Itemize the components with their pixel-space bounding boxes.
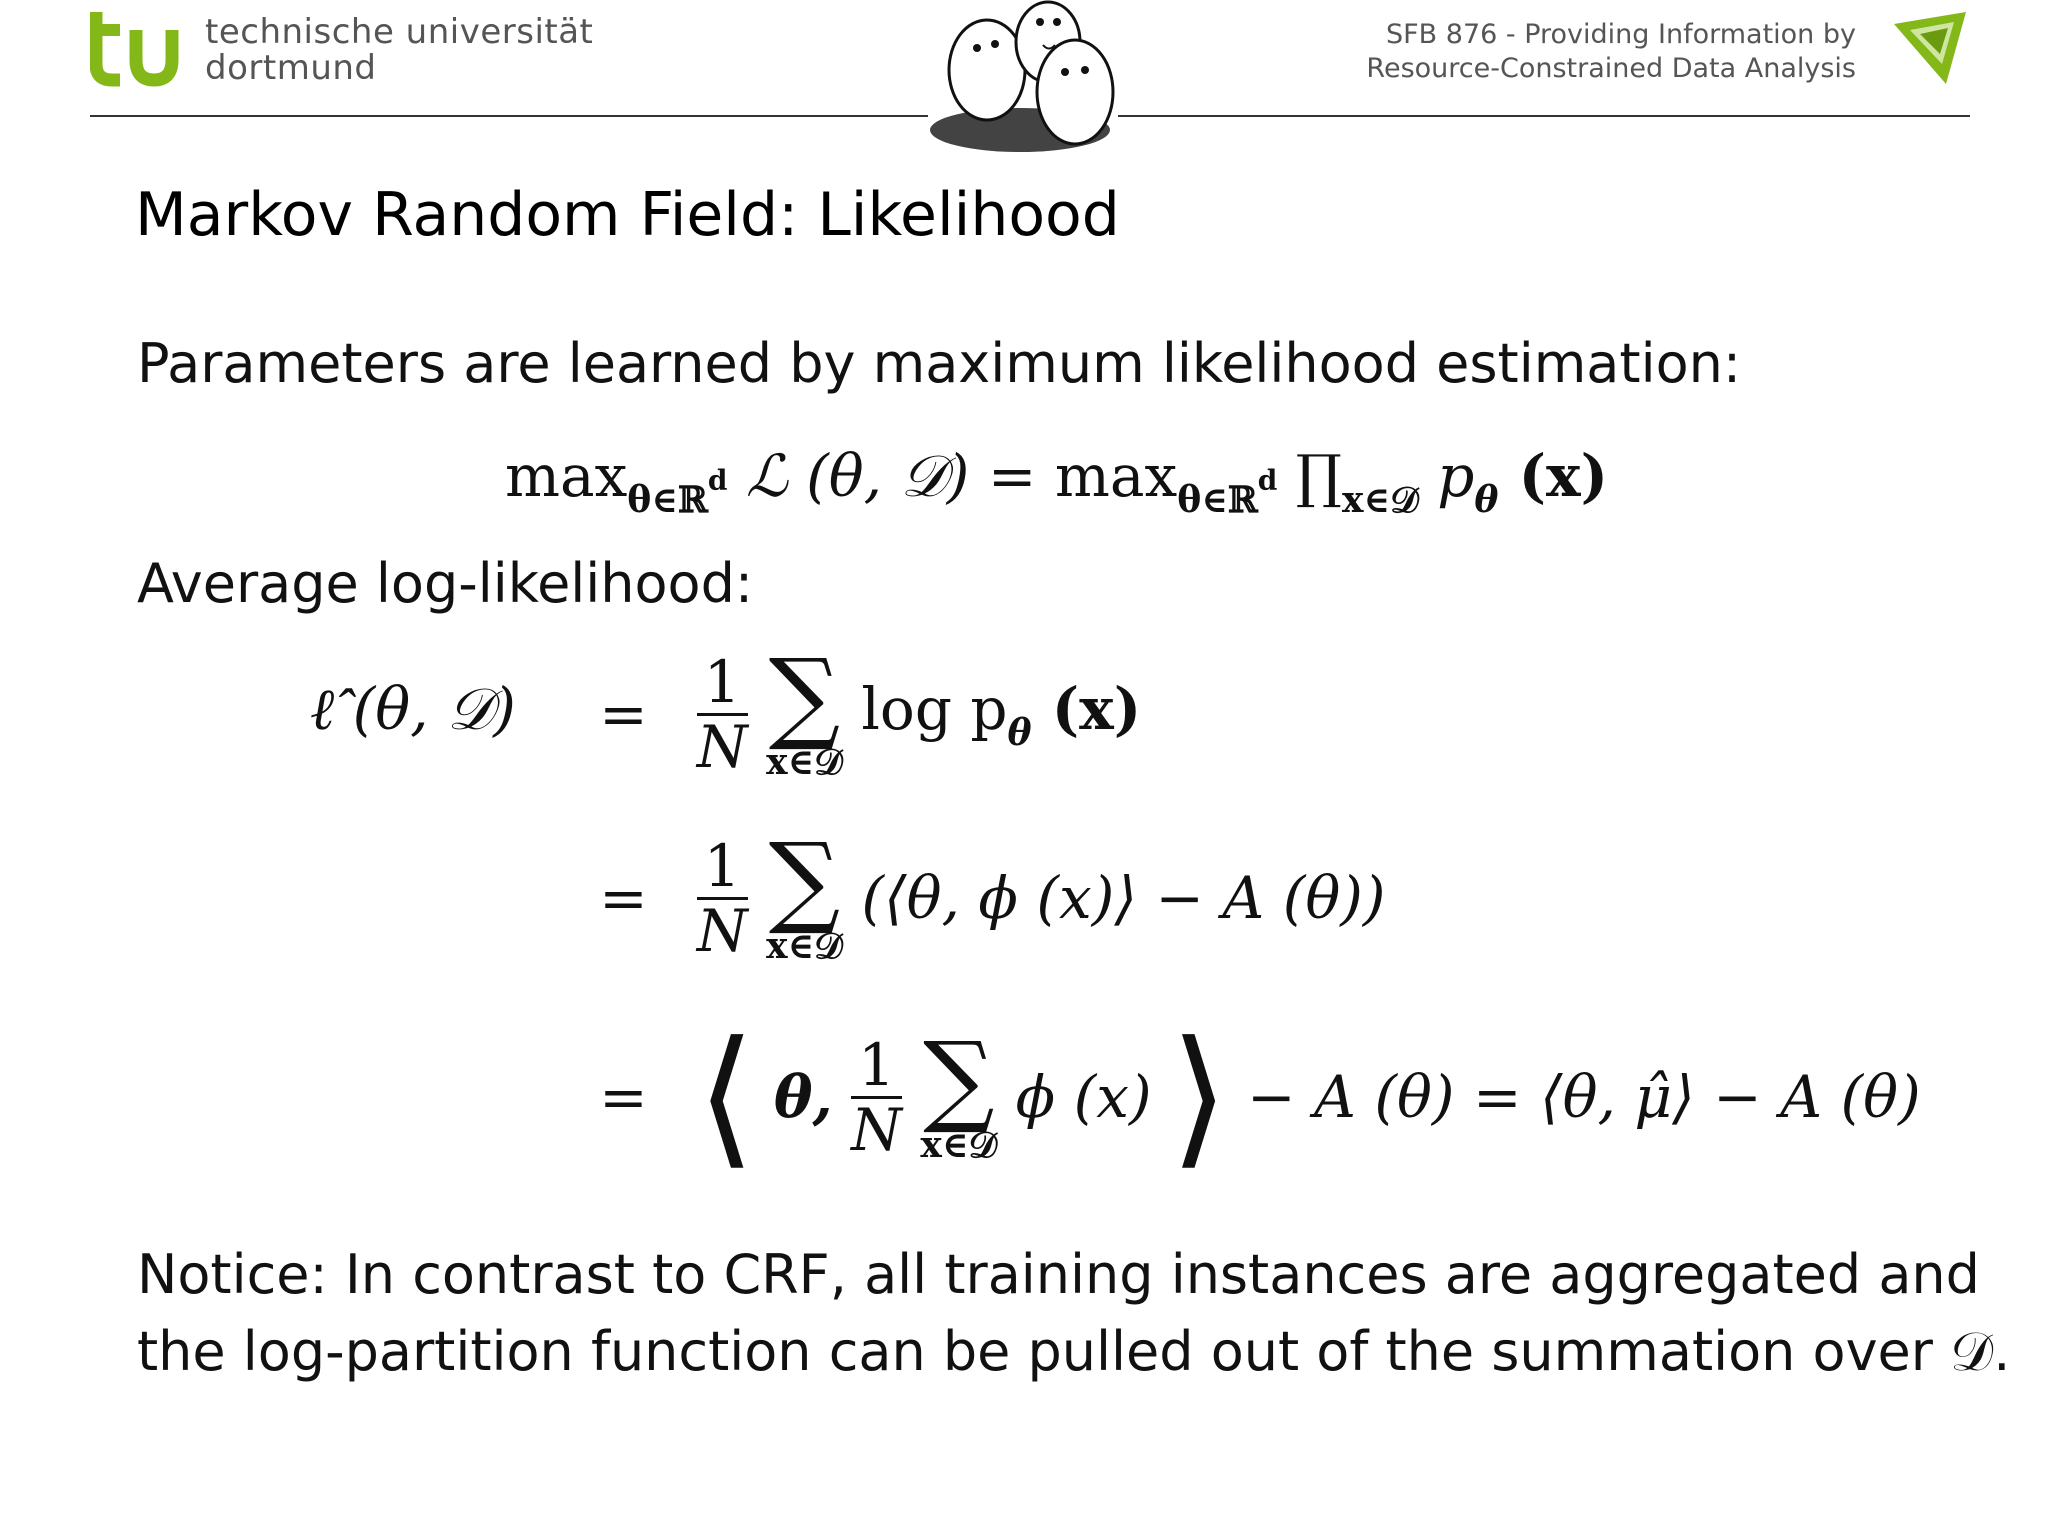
- mascot-eggs-illustration: [925, 0, 1125, 155]
- equals-sign: =: [599, 680, 648, 748]
- header-rule-right: [1118, 115, 1970, 117]
- p-theta: $p_\theta$: [1437, 442, 1499, 521]
- fraction-1-over-N: $\frac{1}{N}$: [696, 831, 748, 965]
- notice-text: [137, 1236, 2010, 1390]
- sfb-876-caption: [1366, 18, 1856, 86]
- phi-x: ϕ (x): [1015, 1063, 1152, 1131]
- sfb-876-logo: [1890, 6, 1970, 88]
- university-name: [205, 14, 593, 86]
- average-loglik-text: Average log-likelihood:: [137, 552, 754, 615]
- equation-row-2: [310, 821, 1386, 967]
- header-rule-left: [90, 115, 928, 117]
- equation-row-3: [310, 1010, 1921, 1184]
- max-subscript-2: θ∈ℝd: [1177, 464, 1278, 521]
- sum-symbol: ∑ x∈𝒟: [920, 1020, 998, 1166]
- likelihood-term: ℒ (θ, 𝒟) =: [745, 442, 1055, 510]
- equals-sign: =: [599, 1063, 648, 1131]
- row1-rhs: $\log p_\theta$ (x): [861, 674, 1142, 754]
- loglik-lhs: ℓ̂ (θ, 𝒟): [310, 675, 516, 744]
- product-symbol: ∏: [1295, 442, 1342, 510]
- fraction-1-over-N: $\frac{1}{N}$: [696, 647, 748, 781]
- tu-dortmund-logo: [90, 6, 190, 88]
- notice-line-2: the log-partition function can be pulled out of the summation over 𝒟.: [137, 1320, 2011, 1383]
- row2-rhs: (⟨θ, ϕ (x)⟩ − A (θ)): [861, 864, 1386, 932]
- mle-equation: [505, 442, 1608, 522]
- theta: θ,: [773, 1063, 833, 1131]
- row3-tail: − A (θ) = ⟨θ, μ̂⟩ − A (θ): [1246, 1063, 1921, 1131]
- notice-line-1: Notice: In contrast to CRF, all training instances are aggregated and: [137, 1243, 1980, 1306]
- intro-text: Parameters are learned by maximum likelihood estimation:: [137, 332, 1742, 395]
- sum-symbol: ∑ x∈𝒟: [766, 637, 843, 783]
- equals-sign: =: [599, 864, 648, 932]
- max-subscript: θ∈ℝd: [627, 464, 728, 521]
- university-line-1: technische universität: [205, 12, 594, 52]
- max-operator: max: [505, 442, 628, 510]
- sfb-line-1: SFB 876 - Providing Information by: [1386, 19, 1856, 50]
- equation-row-1: [310, 637, 1142, 783]
- sfb-line-2: Resource-Constrained Data Analysis: [1366, 53, 1856, 84]
- angle-open: ⟨: [696, 1010, 756, 1184]
- angle-close: ⟩: [1170, 1010, 1229, 1184]
- fraction-1-over-N: $\frac{1}{N}$: [851, 1030, 902, 1164]
- max-operator-2: max: [1054, 442, 1178, 510]
- slide-title: Markov Random Field: Likelihood: [135, 180, 1120, 250]
- x-argument: (x): [1498, 442, 1609, 510]
- university-line-2: dortmund: [205, 48, 377, 88]
- sum-symbol: ∑ x∈𝒟: [766, 821, 843, 967]
- product-subscript: x∈𝒟: [1341, 479, 1419, 521]
